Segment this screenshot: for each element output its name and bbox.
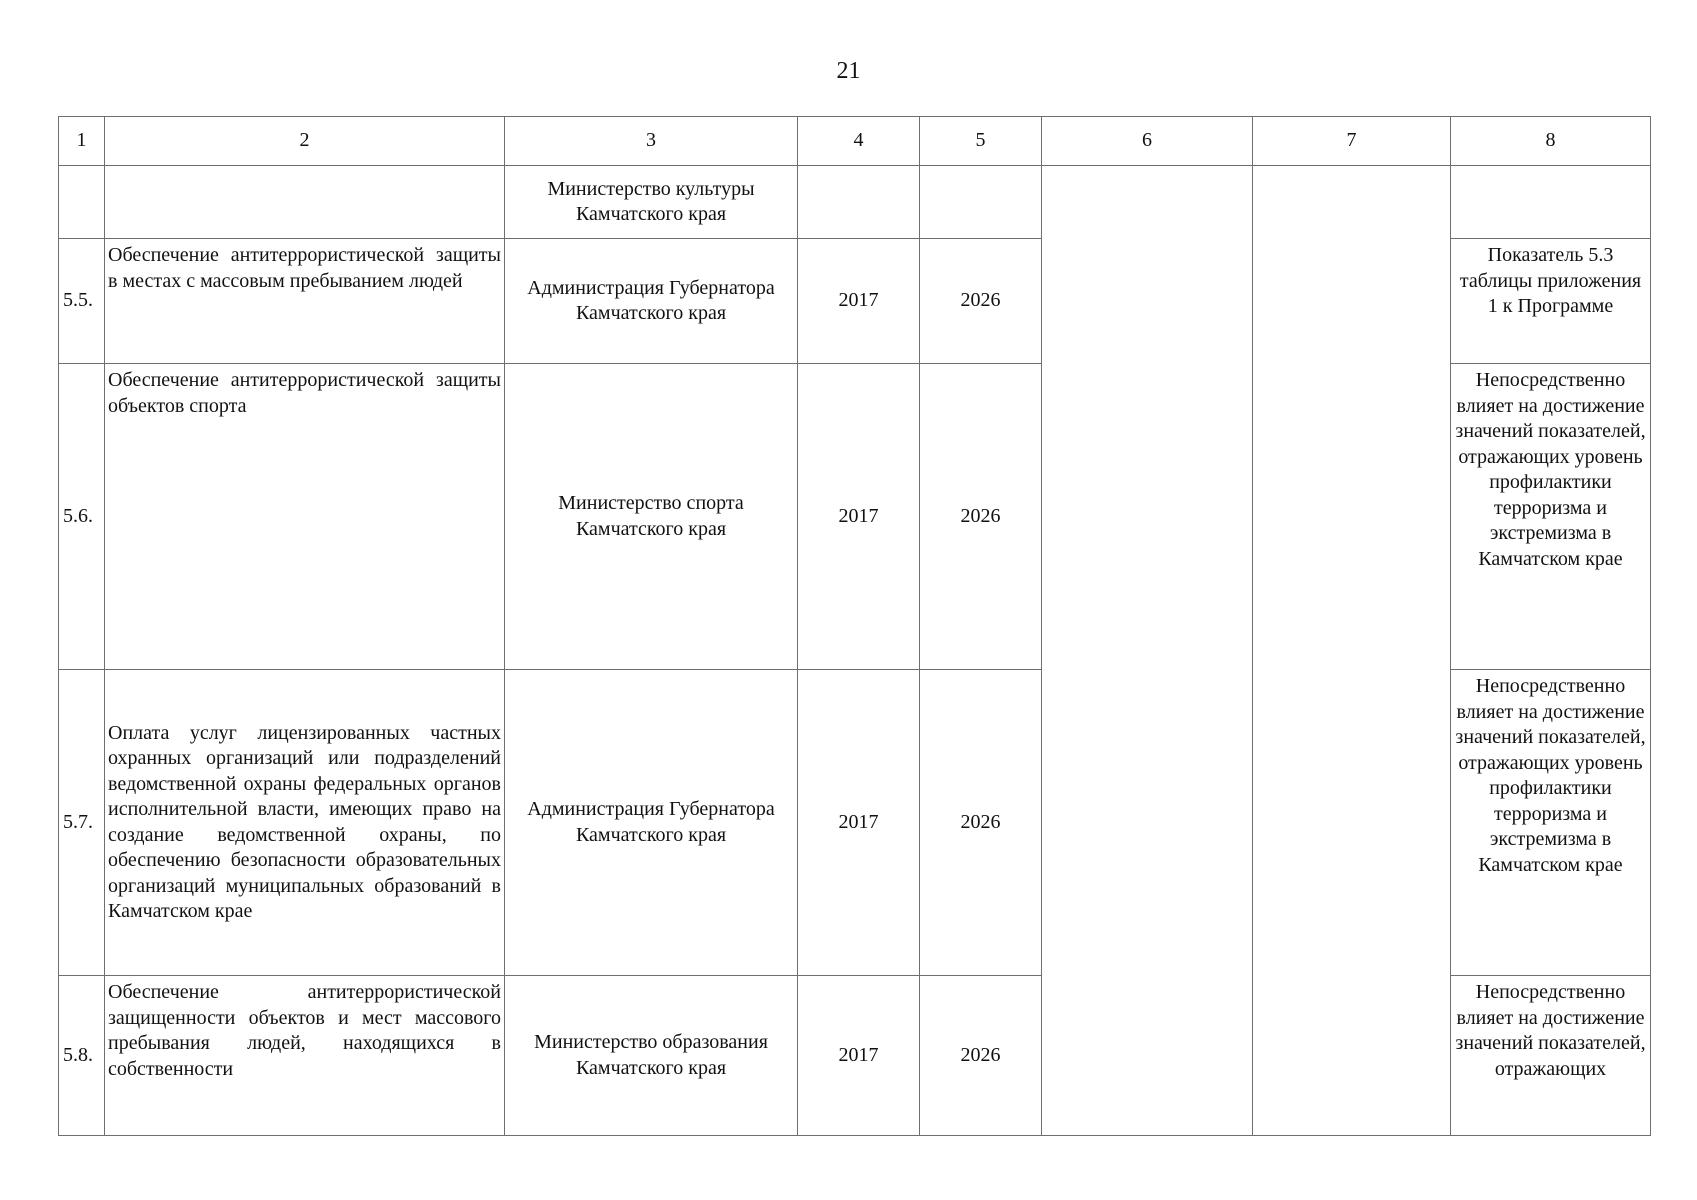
effect [1451, 166, 1651, 239]
effect: Показатель 5.3 таблицы приложения 1 к Программе [1451, 239, 1651, 364]
start-year: 2017 [798, 670, 920, 976]
activity-name: Обеспечение антитеррористической защищенности объектов и мест массового пребывания людей, находящихся в собственности [108, 981, 501, 1080]
column-header: 2 [105, 117, 505, 166]
executor: Администрация Губернатора Камчатского края [505, 670, 798, 976]
end-year: 2026 [920, 239, 1042, 364]
column-header: 5 [920, 117, 1042, 166]
activity-name: Обеспечение антитеррористической защиты объектов спорта [105, 364, 505, 670]
row-number: 5.6. [59, 364, 105, 670]
executor: Министерство культуры Камчатского края [505, 166, 798, 239]
effect: Непосредственно влияет на достижение значений показателей, отражающих уровень профилактики терроризма и экстремизма в Камчатском крае [1451, 364, 1651, 670]
column-7-merged-cell [1253, 166, 1451, 1136]
executor: Министерство образования Камчатского края [505, 976, 798, 1136]
column-header: 3 [505, 117, 798, 166]
activity-name [105, 166, 505, 239]
start-year: 2017 [798, 976, 920, 1136]
executor: Министерство спорта Камчатского края [505, 364, 798, 670]
column-header: 4 [798, 117, 920, 166]
start-year: 2017 [798, 239, 920, 364]
executor: Администрация Губернатора Камчатского края [505, 239, 798, 364]
activity-name: Обеспечение антитеррористической защиты в местах с массовым пребыванием людей [105, 239, 505, 364]
column-header: 6 [1042, 117, 1253, 166]
row-number: 5.7. [59, 670, 105, 976]
end-year: 2026 [920, 670, 1042, 976]
end-year: 2026 [920, 364, 1042, 670]
activity-name: Оплата услуг лицензированных частных охранных организаций или подразделений ведомственной охраны федеральных органов исполнительной власти, имеющих право на создание ведомственной охраны, по обеспечению безопасности образовательных организаций муниципальных образований в Камчатском крае [105, 670, 505, 976]
row-number: 5.5. [59, 239, 105, 364]
table-header-row [59, 117, 1651, 166]
program-activities-table [58, 116, 1651, 1136]
row-number: 5.8. [59, 976, 105, 1136]
activity-name-cell [105, 976, 505, 1136]
column-header: 7 [1253, 117, 1451, 166]
effect-cell [1451, 976, 1651, 1136]
page-number: 21 [836, 58, 861, 84]
start-year [798, 166, 920, 239]
end-year: 2026 [920, 976, 1042, 1136]
column-6-merged-cell [1042, 166, 1253, 1136]
effect: Непосредственно влияет на достижение значений показателей, отражающих уровень профилактики терроризма и экстремизма в Камчатском крае [1451, 670, 1651, 976]
table-row [59, 166, 1651, 239]
effect: Непосредственно влияет на достижение значений показателей, отражающих [1455, 981, 1646, 1080]
start-year: 2017 [798, 364, 920, 670]
column-header: 8 [1451, 117, 1651, 166]
column-header: 1 [59, 117, 105, 166]
row-number [59, 166, 105, 239]
end-year [920, 166, 1042, 239]
